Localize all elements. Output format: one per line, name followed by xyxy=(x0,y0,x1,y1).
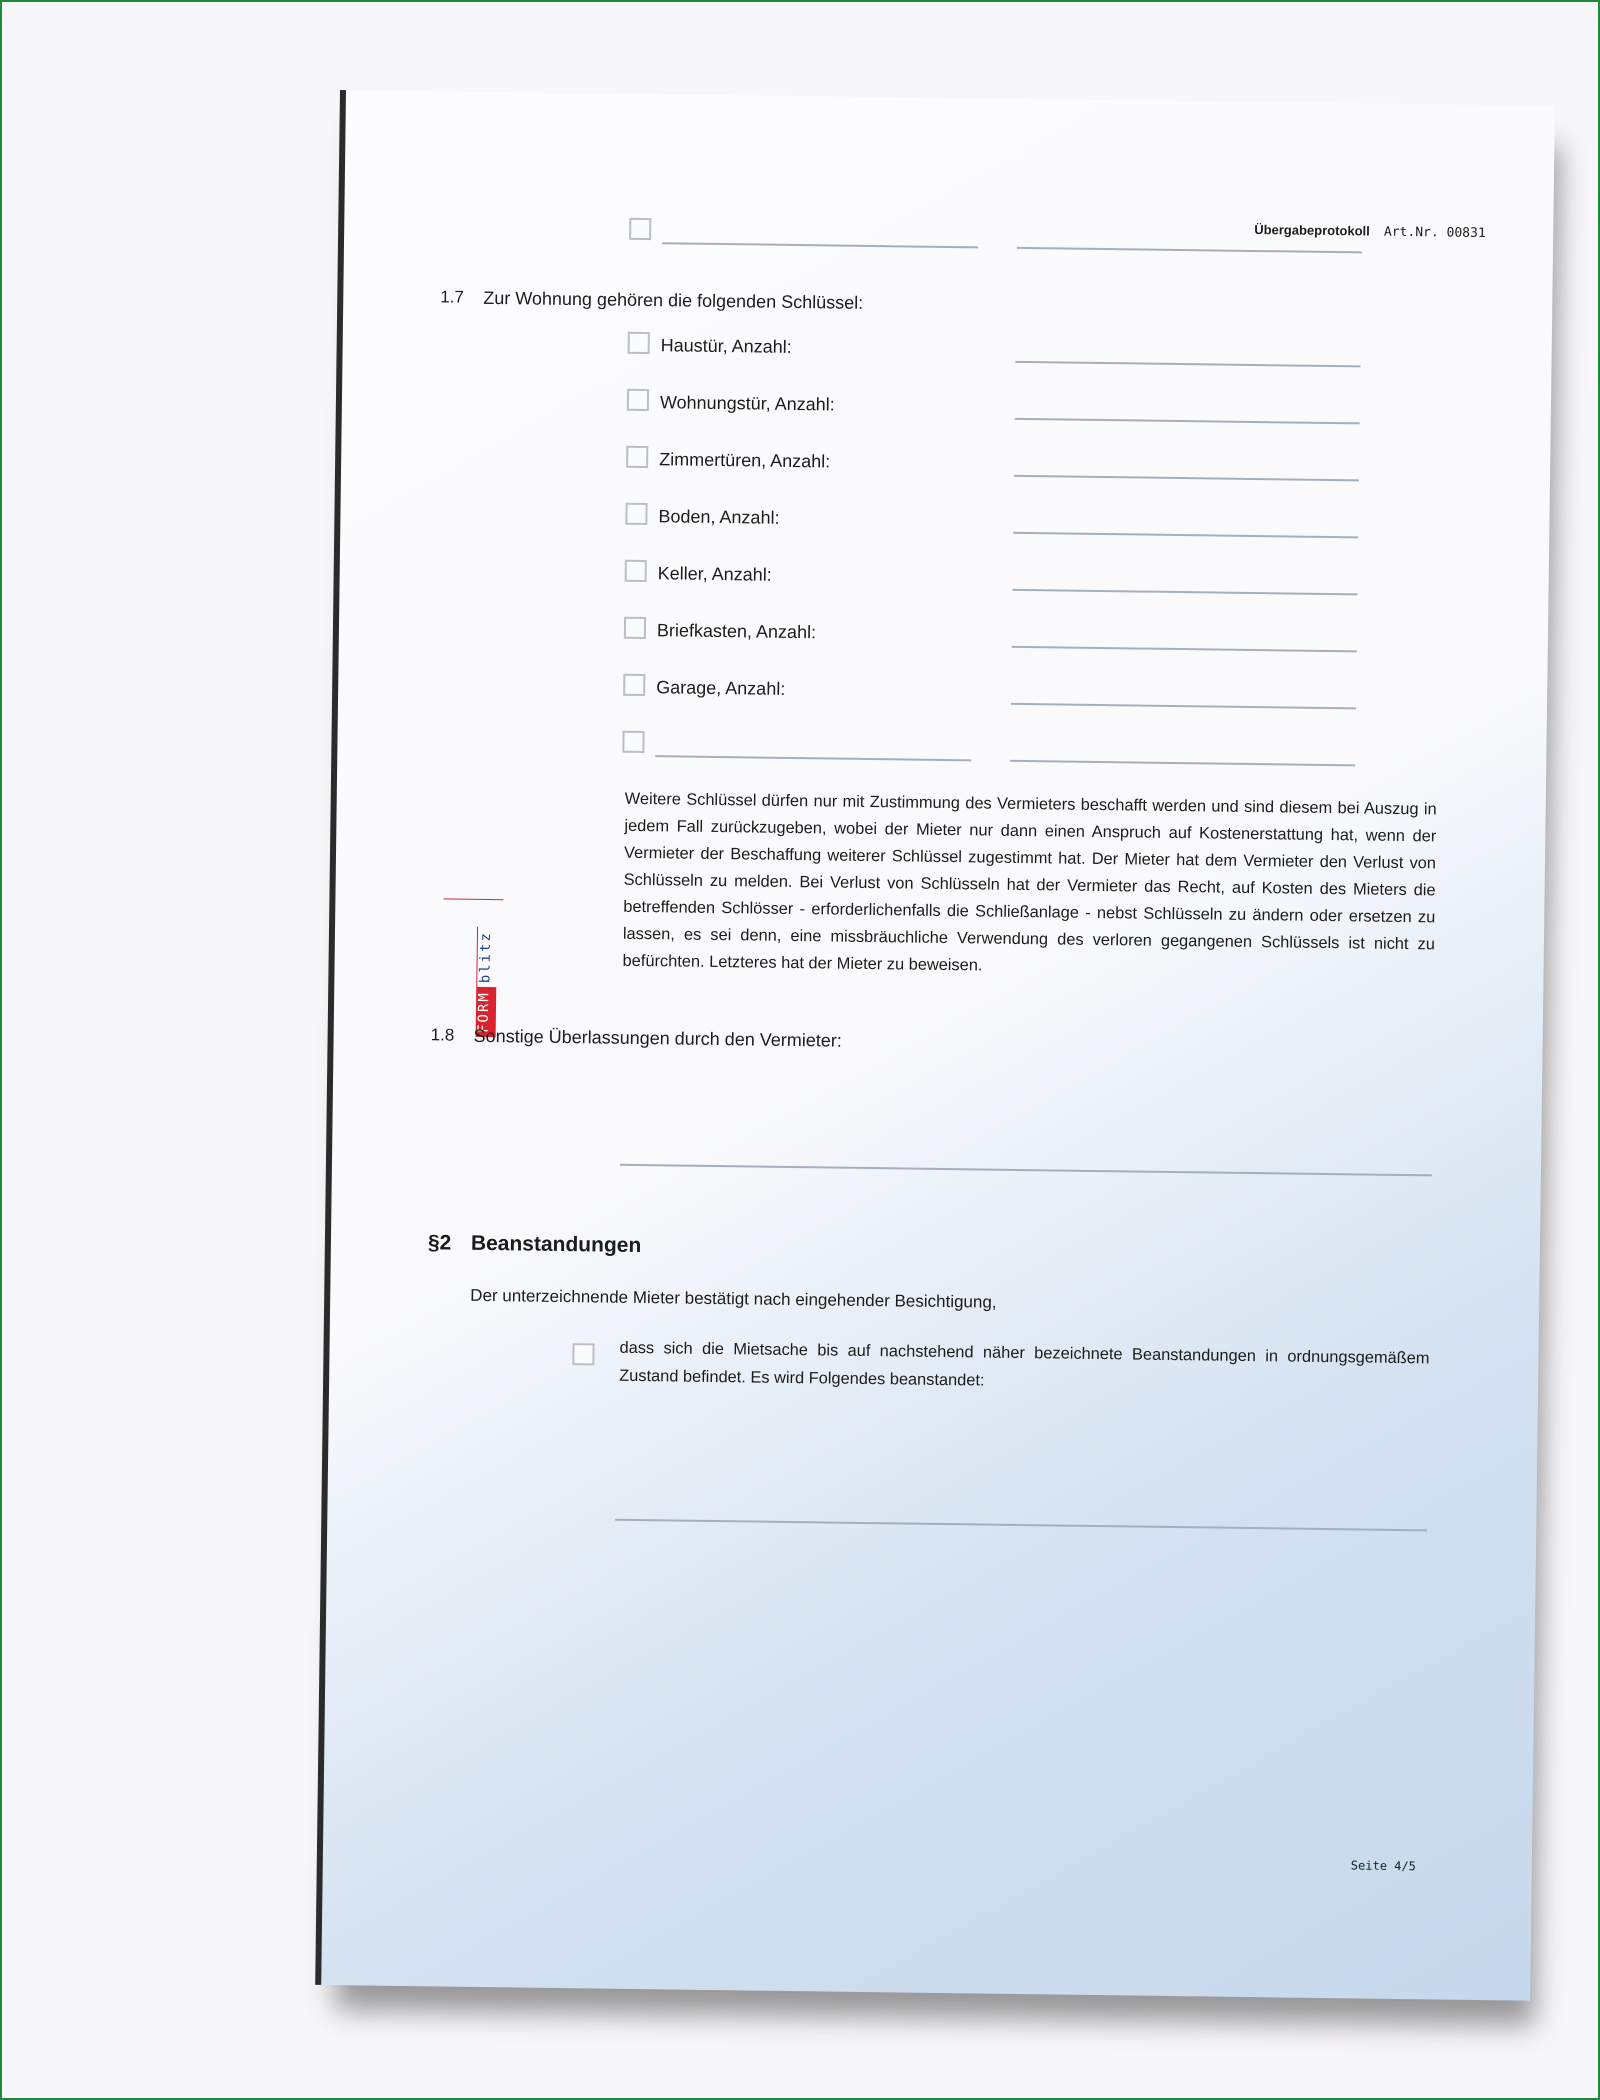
key-label-briefkasten: Briefkasten, Anzahl: xyxy=(656,620,817,643)
checkbox-free-entry-top[interactable] xyxy=(629,218,651,240)
key-count-line-wohnungstuer[interactable] xyxy=(1015,418,1360,425)
section-number-1-8: 1.8 xyxy=(430,1025,455,1045)
complaints-option-text: dass sich die Mietsache bis auf nachstehend näher bezeichnete Beanstandungen in ordnungsgemäßem Zustand befindet. Es wird Folgendes beanstandet: xyxy=(619,1338,1430,1390)
key-label-wohnungstuer: Wohnungstür, Anzahl: xyxy=(659,392,835,415)
page-header xyxy=(1254,222,1486,241)
logo-blitz: blitz xyxy=(476,927,497,987)
free-entry-line-value-top[interactable] xyxy=(1017,247,1362,254)
key-count-line-garage[interactable] xyxy=(1011,703,1356,710)
logo-form: FORM xyxy=(476,987,497,1037)
section-title-1-7: Zur Wohnung gehören die folgenden Schlüssel: xyxy=(483,287,864,313)
key-label-garage: Garage, Anzahl: xyxy=(656,677,786,699)
key-other-label-line[interactable] xyxy=(655,755,971,761)
document-wrapper xyxy=(315,90,1560,2006)
key-count-line-haustuer[interactable] xyxy=(1015,361,1360,368)
key-label-boden: Boden, Anzahl: xyxy=(658,506,780,528)
key-count-line-keller[interactable] xyxy=(1013,589,1358,596)
section-number-1-7: 1.7 xyxy=(440,287,465,307)
checkbox-key-garage[interactable] xyxy=(623,674,645,696)
other-items-line[interactable] xyxy=(620,1164,1432,1177)
article-number: Art.Nr. 00831 xyxy=(1383,224,1486,242)
key-label-zimmertueren: Zimmertüren, Anzahl: xyxy=(659,449,831,472)
section-2-intro: Der unterzeichnende Mieter bestätigt nach eingehender Besichtigung, xyxy=(470,1285,997,1312)
checkbox-key-briefkasten[interactable] xyxy=(624,617,646,639)
key-label-haustuer: Haustür, Anzahl: xyxy=(660,335,792,357)
key-count-line-briefkasten[interactable] xyxy=(1012,646,1357,653)
document-title: Übergabeprotokoll xyxy=(1254,221,1370,239)
keys-paragraph: Weitere Schlüssel dürfen nur mit Zustimmung des Vermieters beschafft werden und sind diesem bei Auszug in jedem Fall zurückzugeben, wobei der Mieter nur dann einen Anspruch auf Kostenerstattung hat, wenn der Vermieter der Beschaffung weiterer Schlüssel zugestimmt hat. Der Mieter hat dem Vermieter den Verlust von Schlüsseln zu melden. Bei Verlust von Schlüsseln hat der Vermieter das Recht, auf Kosten des Mieters die betreffenden Schlösser - erforderlichenfalls die Schließanlage - nebst Schlüsseln zu ändern oder ersetzen zu lassen, es sei denn, eine missbräuchliche Verwendung des verloren gegangenen Schlüssels ist nicht zu befürchten. Letzteres hat der Mieter zu beweisen. xyxy=(622,789,1437,975)
checkbox-key-boden[interactable] xyxy=(625,503,647,525)
key-count-line-zimmertueren[interactable] xyxy=(1014,475,1359,482)
checkbox-complaints[interactable] xyxy=(572,1343,594,1365)
section-title-1-8: Sonstige Überlassungen durch den Vermieter: xyxy=(473,1025,842,1051)
section-number-2: §2 xyxy=(427,1231,452,1255)
page-number: Seite 4/5 xyxy=(1350,1858,1416,1874)
document-page xyxy=(315,90,1555,2001)
key-count-line-other[interactable] xyxy=(1010,760,1355,767)
formblitz-logo xyxy=(476,891,498,1037)
checkbox-key-keller[interactable] xyxy=(625,560,647,582)
section-title-2: Beanstandungen xyxy=(470,1231,642,1258)
checkbox-key-other[interactable] xyxy=(622,731,644,753)
free-entry-line-label-top[interactable] xyxy=(662,242,978,248)
checkbox-key-wohnungstuer[interactable] xyxy=(627,389,649,411)
key-count-line-boden[interactable] xyxy=(1013,532,1358,539)
checkbox-key-haustuer[interactable] xyxy=(628,332,650,354)
key-label-keller: Keller, Anzahl: xyxy=(657,563,772,585)
checkbox-key-zimmertueren[interactable] xyxy=(626,446,648,468)
complaints-line[interactable] xyxy=(615,1519,1427,1532)
